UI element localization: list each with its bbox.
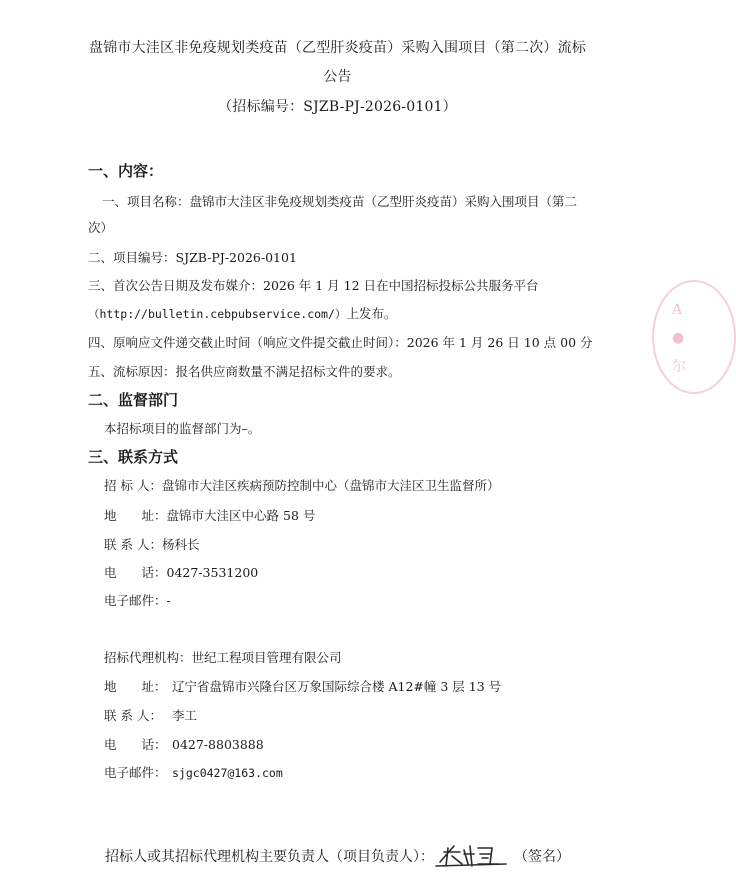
tenderer-email-label: 电子邮件： bbox=[104, 593, 167, 608]
bid-number: （招标编号：SJZB-PJ-2026-0101） bbox=[218, 99, 457, 115]
agency-email-label: 电子邮件： bbox=[104, 765, 167, 780]
tenderer-name: 盘锦市大洼区疾病预防控制中心（盘锦市大洼区卫生监督所） bbox=[161, 478, 500, 493]
section3-heading: 三、联系方式 bbox=[88, 448, 179, 466]
announcement-url-suffix: 上发布。 bbox=[346, 306, 397, 321]
seal-stamp-partial: A ● 尔 bbox=[652, 280, 736, 394]
tenderer-name-row bbox=[104, 476, 499, 494]
agency-phone: 0427-8803888 bbox=[172, 737, 264, 752]
tenderer-email-row bbox=[104, 591, 171, 609]
section2-heading: 二、监督部门 bbox=[88, 391, 179, 409]
agency-address-row bbox=[104, 677, 501, 695]
agency-address: 辽宁省盘锦市兴隆台区万象国际综合楼 A12#幢 3 层 13 号 bbox=[172, 679, 502, 694]
original-deadline: 四、原响应文件递交截止时间（响应文件提交截止时间）：2026 年 1 月 26 日 10 点 00 分 bbox=[88, 335, 593, 350]
agency-contact-row bbox=[104, 706, 197, 724]
signature-label: 招标人或其招标代理机构主要负责人（项目负责人）： bbox=[105, 849, 434, 865]
project-name-line1: 一、项目名称：盘锦市大洼区非免疫规划类疫苗（乙型肝炎疫苗）采购入围项目（第二 bbox=[102, 194, 578, 209]
tenderer-email: - bbox=[166, 593, 171, 608]
first-announcement: 三、首次公告日期及发布媒介：2026 年 1 月 12 日在中国招标投标公共服务平台 bbox=[88, 278, 539, 293]
section1-heading: 一、内容： bbox=[88, 162, 164, 180]
failure-reason: 五、流标原因：报名供应商数量不满足招标文件的要求。 bbox=[88, 364, 401, 379]
tenderer-address-row bbox=[104, 506, 315, 524]
agency-contact: 李工 bbox=[172, 708, 198, 723]
tenderer-phone-label: 电 话： bbox=[104, 565, 167, 580]
tenderer-phone: 0427-3531200 bbox=[166, 565, 259, 580]
signature-row bbox=[0, 846, 675, 868]
document-title-line2: 公告 bbox=[323, 69, 352, 85]
agency-phone-label: 电 话： bbox=[104, 737, 167, 752]
tenderer-phone-row bbox=[104, 563, 258, 581]
tenderer-name-label: 招 标 人： bbox=[104, 478, 162, 493]
first-announcement-url-line bbox=[88, 304, 396, 322]
tenderer-contact-row bbox=[104, 535, 199, 553]
signature-suffix: （签名） bbox=[514, 849, 570, 865]
agency-email-row bbox=[104, 763, 283, 781]
agency-phone-row bbox=[104, 735, 264, 753]
agency-name-row bbox=[104, 648, 342, 666]
document-title-line1: 盘锦市大洼区非免疫规划类疫苗（乙型肝炎疫苗）采购入围项目（第二次）流标 bbox=[89, 40, 586, 56]
agency-address-label: 地 址： bbox=[104, 679, 167, 694]
agency-name: 世纪工程项目管理有限公司 bbox=[191, 650, 342, 665]
handwritten-signature bbox=[434, 842, 514, 864]
agency-email: sjgc0427@163.com bbox=[172, 766, 283, 780]
announcement-url: （http://bulletin.cebpubservice.com/） bbox=[88, 307, 347, 321]
project-number: 二、项目编号：SJZB-PJ-2026-0101 bbox=[88, 250, 297, 265]
tenderer-address-label: 地 址： bbox=[104, 508, 167, 523]
agency-name-label: 招标代理机构： bbox=[104, 650, 192, 665]
tenderer-contact: 杨科长 bbox=[161, 537, 200, 552]
agency-contact-label: 联 系 人： bbox=[104, 708, 162, 723]
tenderer-address: 盘锦市大洼区中心路 58 号 bbox=[166, 508, 316, 523]
tenderer-contact-label: 联 系 人： bbox=[104, 537, 162, 552]
supervision-text: 本招标项目的监督部门为–。 bbox=[104, 421, 261, 436]
project-name-line2: 次） bbox=[88, 220, 114, 235]
